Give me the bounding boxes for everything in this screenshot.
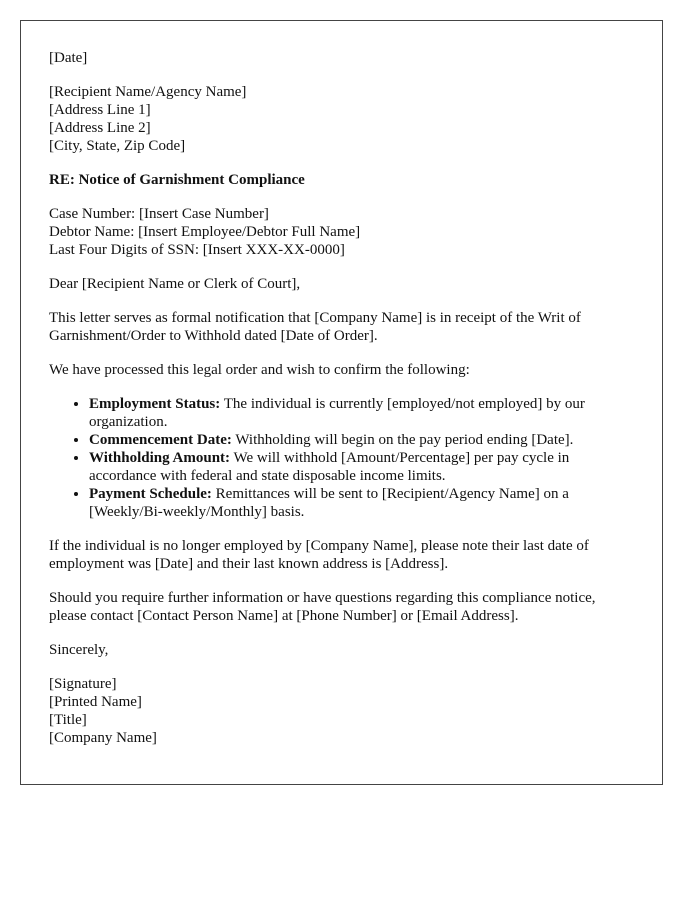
- paragraph-2: We have processed this legal order and wish to confirm the following:: [49, 362, 470, 378]
- list-item: • Employment Status: The individual is currently [employed/not employed] by our organization.: [89, 395, 634, 431]
- salutation: Dear [Recipient Name or Clerk of Court],: [49, 276, 301, 292]
- subject: RE: Notice of Garnishment Compliance: [49, 172, 305, 188]
- recipient-line: [City, State, Zip Code]: [49, 138, 186, 154]
- case-info: [49, 205, 634, 259]
- case-number: Case Number: [Insert Case Number]: [49, 206, 269, 222]
- signature-line: [Title]: [49, 712, 87, 728]
- recipient-line: [Recipient Name/Agency Name]: [49, 84, 247, 100]
- list-item: • Payment Schedule: Remittances will be sent to [Recipient/Agency Name] on a [Weekly/Bi-weekly/Monthly] basis.: [89, 485, 634, 521]
- recipient-line: [Address Line 2]: [49, 120, 151, 136]
- signature-block: [49, 675, 634, 747]
- signature-line: [Printed Name]: [49, 694, 142, 710]
- list-item: • Withholding Amount: We will withhold [Amount/Percentage] per pay cycle in accordance with federal and state disposable income limits.: [89, 449, 634, 485]
- recipient-line: [Address Line 1]: [49, 102, 151, 118]
- debtor-name: Debtor Name: [Insert Employee/Debtor Full Name]: [49, 224, 361, 240]
- closing: Sincerely,: [49, 642, 109, 658]
- date: [Date]: [49, 50, 88, 66]
- paragraph-4: Should you require further information or have questions regarding this compliance notice, please contact [Contact Person Name] at [Phone Number] or [Email Address].: [49, 590, 596, 624]
- paragraph-1: This letter serves as formal notification that [Company Name] is in receipt of the Writ of Garnishment/Order to Withhold dated [Date of Order].: [49, 310, 581, 344]
- paragraph-3: If the individual is no longer employed by [Company Name], please note their last date of employment was [Date] and their last known address is [Address].: [49, 538, 589, 572]
- recipient-address: [49, 83, 634, 155]
- ssn-digits: Last Four Digits of SSN: [Insert XXX-XX-0000]: [49, 242, 345, 258]
- letter: [20, 20, 663, 785]
- signature-line: [Company Name]: [49, 730, 157, 746]
- confirmation-list: [49, 395, 634, 521]
- signature-line: [Signature]: [49, 676, 117, 692]
- list-item: • Commencement Date: Withholding will begin on the pay period ending [Date].: [89, 431, 634, 449]
